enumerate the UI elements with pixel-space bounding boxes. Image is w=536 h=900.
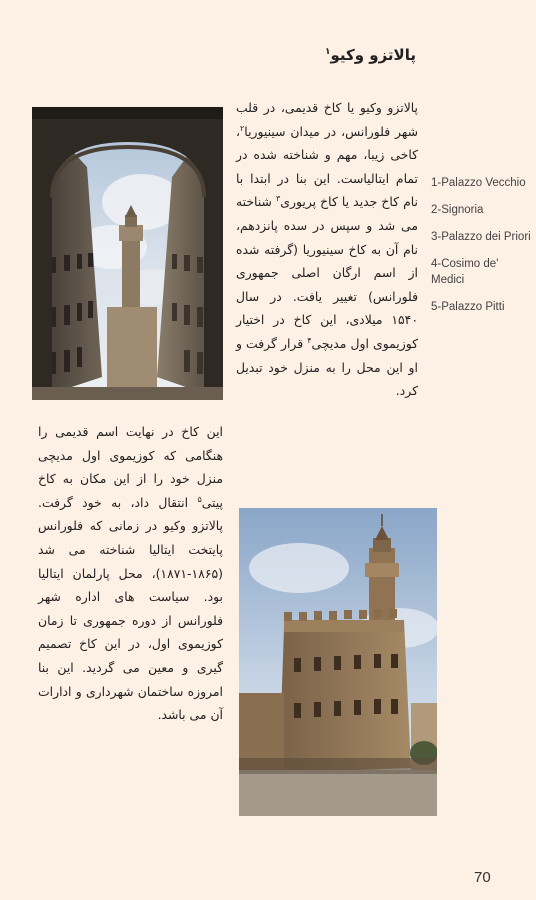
footnotes-list [431,175,531,326]
intro-paragraph: پالاتزو وکیو یا کاخ قدیمی، در قلب شهر فلورانس، در میدان سینیوریا$^۲$، کاخی زیبا، مهم و شناخته شده در تمام ایتالیاست. این بنا در ابتدا با نام کاخ جدید یا کاخ پریوری$^۳$ شناخته می شد و سپس در سده پانزدهم، نام آن به کاخ سینیوریا (گرفته شده از اسم ارگان اصلی جمهوری فلورانس) تغییر یافت. در سال ۱۵۴۰ میلادی، این کاخ در اختیار کوزیموی اول مدیچی$^۴$ قرار گرفت و او این محل را به منزل خود تبدیل کرد. [236,100,419,399]
footnote-item: 1-Palazzo Vecchio [431,177,526,189]
history-paragraph: این کاخ در نهایت اسم قدیمی را هنگامی که کوزیموی اول مدیچی منزل خود را از این مکان به کاخ پیتی$^۵$ انتقال داد، به خود گرفت. پالاتزو وکیو در زمانی که فلورانس پایتخت ایتالیا شناخته می شد (۱۸۶۵-۱۸۷۱)، محل پارلمان ایتالیا بود. سیاست های اداره شهر فلورانس از دوره جمهوری تا زمان کوزیموی اول، در این کاخ تصمیم گیری و معین می گردید. این بنا امروزه ساختمان شهرداری و ادارات آن می باشد. [38,424,223,723]
uffizi-corridor-photo [32,107,223,400]
footnote-marker: ۵ [197,494,202,504]
page-title: پالاتزو وکیو$^۱$ [324,46,416,64]
footnote-item: 2-Signoria [431,204,484,216]
palazzo-vecchio-photo [239,508,437,816]
footnote-marker: ۲ [240,123,245,133]
footnote-item: 3-Palazzo dei Priori [431,231,531,243]
footnote-marker: ۴ [307,335,312,345]
footnote-item: 4-Cosimo de' Medici [431,258,499,286]
title-footnote-marker: ۱ [324,47,331,57]
page-number: 70 [474,869,491,886]
footnote-item: 5-Palazzo Pitti [431,301,505,313]
footnote-marker: ۳ [276,194,281,204]
